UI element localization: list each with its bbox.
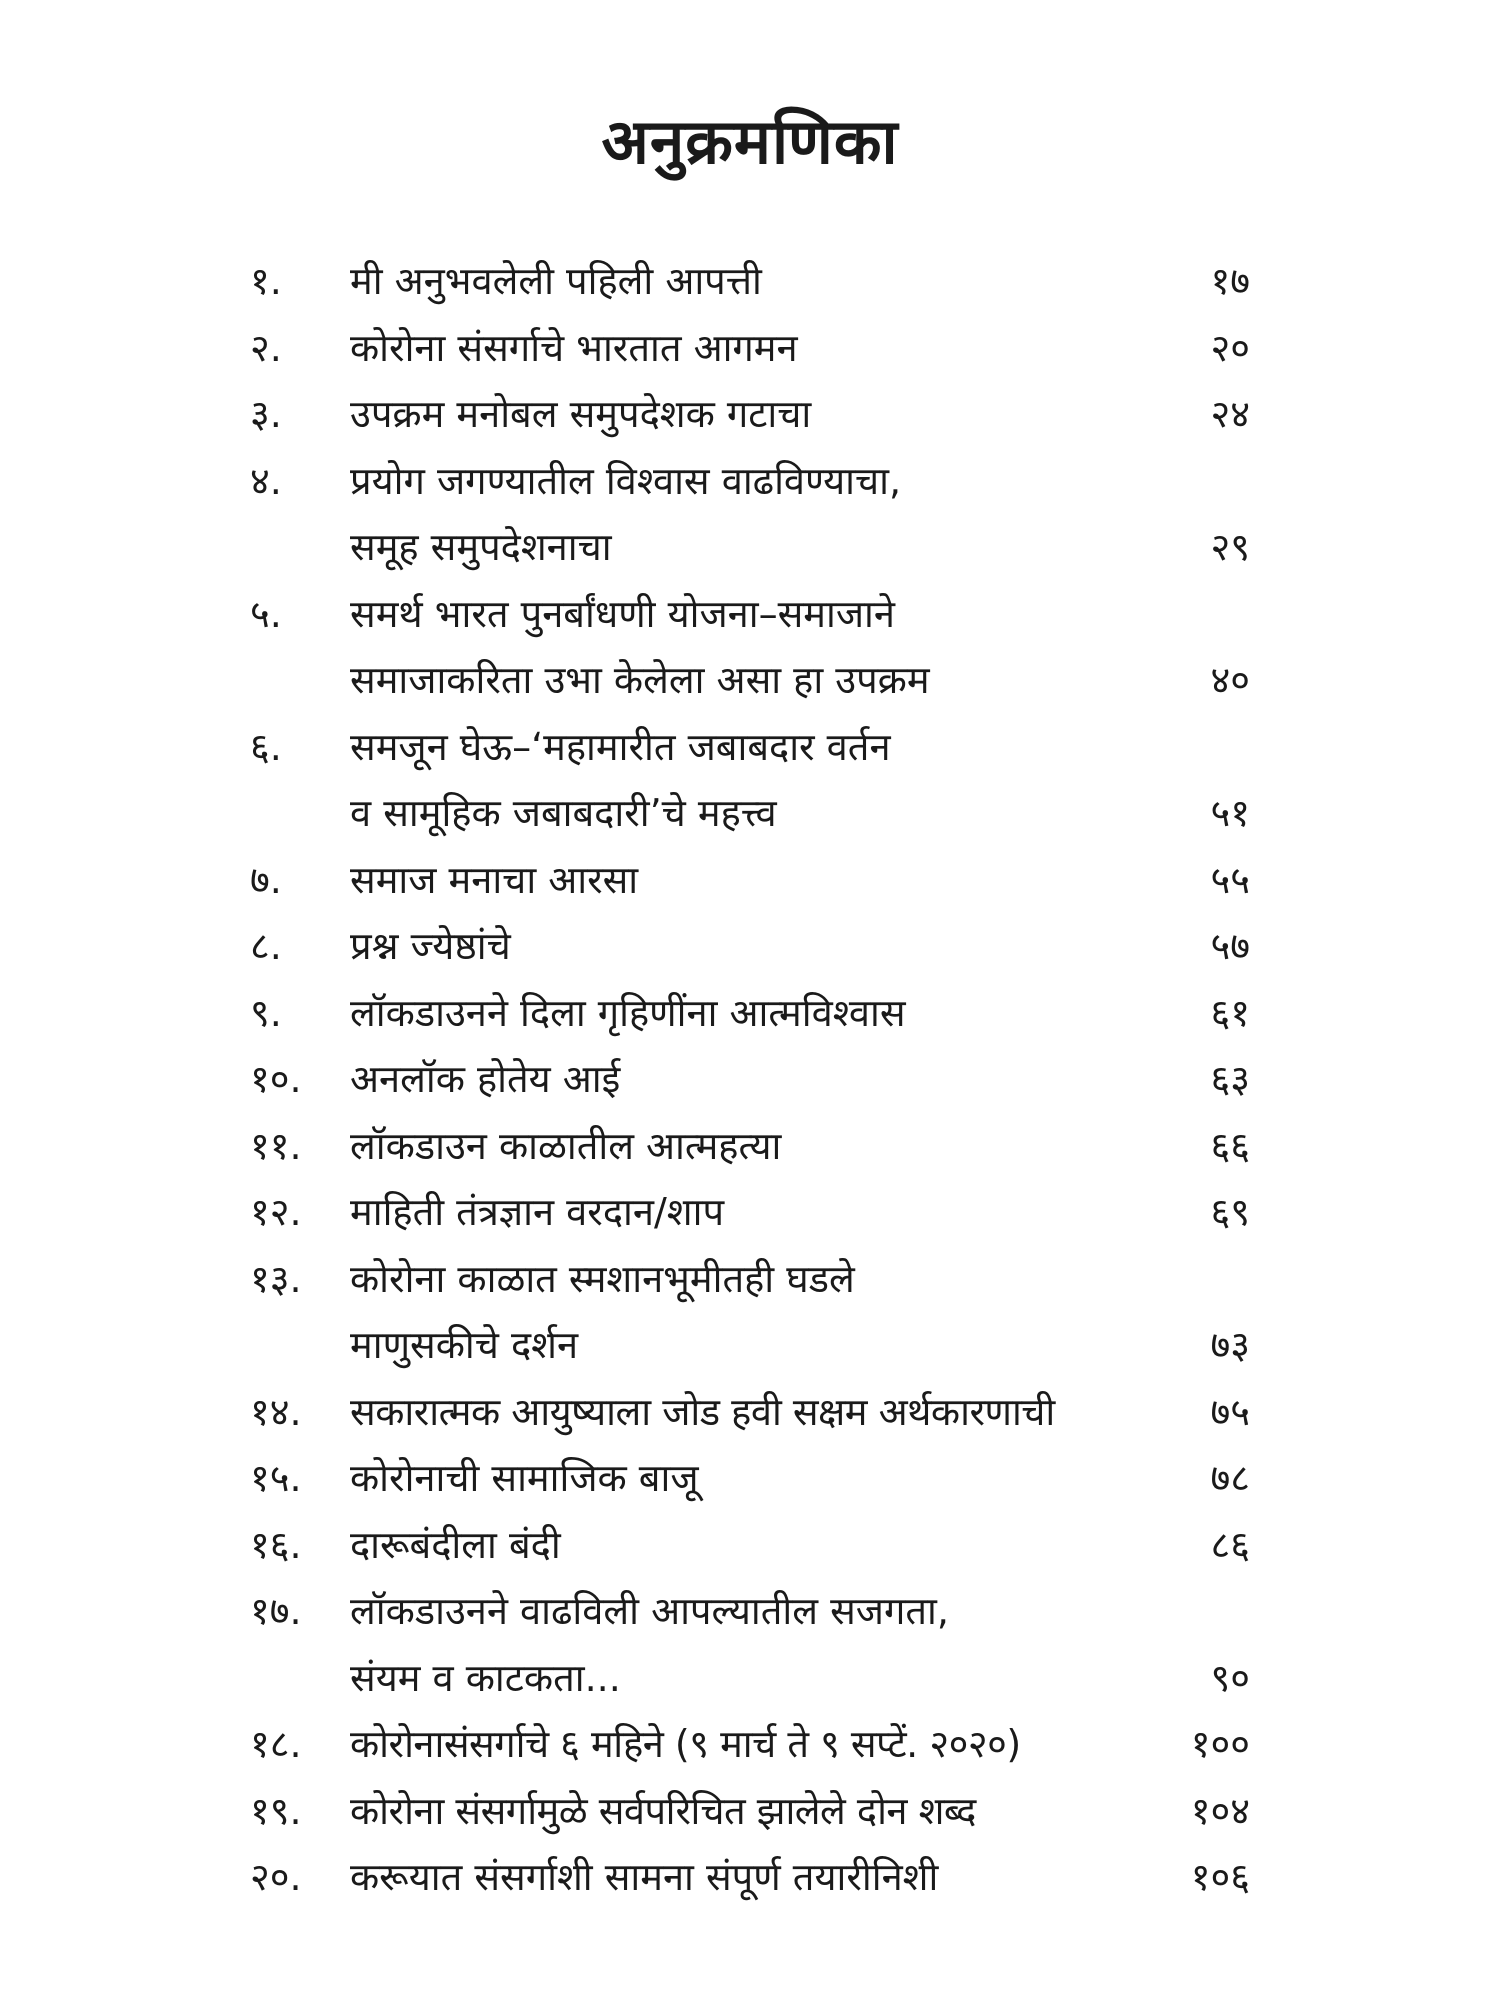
page-title: अनुक्रमणिका — [601, 105, 899, 178]
toc-entry-title: लॉकडाउन काळातील आत्महत्या — [350, 1123, 782, 1168]
toc-entry-page-number: २० — [1210, 325, 1250, 370]
toc-entry — [250, 1778, 1250, 1845]
toc-entry-title: समर्थ भारत पुनर्बांधणी योजना–समाजाने — [350, 591, 895, 636]
toc-entry-title: माहिती तंत्रज्ञान वरदान/शाप — [350, 1190, 725, 1234]
toc-entry — [250, 1312, 1250, 1379]
toc-entry-number: १५. — [250, 1456, 302, 1500]
toc-entry — [250, 1113, 1250, 1180]
toc-entry-page-number: ७३ — [1210, 1323, 1250, 1367]
toc-entry-number: १०. — [250, 1057, 302, 1101]
toc-entry-number: १२. — [250, 1190, 302, 1234]
toc-entry-title: कोरोनासंसर्गाचे ६ महिने (९ मार्च ते ९ सप्टें. २०२०) — [350, 1722, 1021, 1766]
toc-entry-title: माणुसकीचे दर्शन — [350, 1323, 579, 1367]
toc-entry — [250, 1445, 1250, 1512]
toc-entry-page-number: १०० — [1190, 1722, 1250, 1766]
toc-entry-title: लॉकडाउनने वाढविली आपल्यातील सजगता, — [350, 1589, 949, 1633]
toc-entry-title: समजून घेऊ–‘महामारीत जबाबदार वर्तन — [350, 724, 891, 769]
toc-entry-number: १४. — [250, 1389, 302, 1434]
toc-entry-page-number: ६६ — [1210, 1123, 1250, 1168]
toc-entry-number: १३. — [250, 1256, 302, 1301]
toc-entry — [250, 980, 1250, 1047]
toc-entry-page-number: ५१ — [1210, 791, 1250, 835]
toc-entry-page-number: ७५ — [1210, 1389, 1250, 1434]
toc-entry-page-number: ४० — [1210, 658, 1250, 702]
toc-entry-page-number: ७८ — [1210, 1456, 1250, 1500]
toc-entry-number: १८. — [250, 1722, 302, 1766]
toc-entry — [250, 1179, 1250, 1246]
toc-entry — [250, 1844, 1250, 1911]
toc-entry-title: अनलॉक होतेय आई — [350, 1057, 621, 1101]
toc-entry — [250, 847, 1250, 914]
toc-entry-title: दारूबंदीला बंदी — [350, 1522, 561, 1567]
toc-entry — [250, 1246, 1250, 1313]
toc-entry-title: समूह समुपदेशनाचा — [350, 525, 612, 569]
toc-entry — [250, 581, 1250, 648]
toc-entry — [250, 780, 1250, 847]
toc-entry-number: १. — [250, 259, 282, 303]
toc-entry-number: ९. — [250, 990, 282, 1035]
toc-entry-number: ४. — [250, 458, 282, 503]
toc-entry-title: कोरोना संसर्गाचे भारतात आगमन — [350, 325, 798, 370]
toc-entry-title: व सामूहिक जबाबदारी’चे महत्त्व — [350, 791, 777, 835]
toc-entry-page-number: ५५ — [1210, 857, 1250, 902]
toc-entry-number: ७. — [250, 857, 282, 902]
toc-entry — [250, 714, 1250, 781]
toc-entry-page-number: ६३ — [1210, 1057, 1250, 1101]
toc-entry-title: लॉकडाउनने दिला गृहिणींना आत्मविश्वास — [350, 990, 906, 1035]
toc-entry-page-number: ८६ — [1210, 1522, 1250, 1567]
toc-entry — [250, 448, 1250, 515]
toc-entry-page-number: २९ — [1210, 525, 1250, 569]
toc-entry-title: उपक्रम मनोबल समुपदेशक गटाचा — [350, 392, 812, 436]
toc-entry-title: प्रयोग जगण्यातील विश्वास वाढविण्याचा, — [350, 458, 902, 503]
toc-entry-page-number: १०४ — [1190, 1788, 1250, 1833]
toc-entry-number: २०. — [250, 1855, 302, 1899]
toc-entry-number: १६. — [250, 1522, 302, 1567]
toc-entry-page-number: ६९ — [1210, 1190, 1250, 1234]
table-of-contents — [250, 248, 1250, 1911]
toc-entry — [250, 514, 1250, 581]
toc-entry — [250, 1512, 1250, 1579]
toc-entry-number: १९. — [250, 1788, 302, 1833]
toc-entry-page-number: ५७ — [1210, 924, 1250, 968]
toc-entry-title: सकारात्मक आयुष्याला जोड हवी सक्षम अर्थकारणाची — [350, 1389, 1055, 1434]
toc-entry-number: १७. — [250, 1589, 302, 1633]
toc-entry — [250, 1645, 1250, 1712]
toc-entry — [250, 1046, 1250, 1113]
toc-entry-title: कोरोनाची सामाजिक बाजू — [350, 1456, 699, 1500]
toc-entry — [250, 913, 1250, 980]
toc-entry-page-number: १७ — [1210, 259, 1250, 303]
toc-entry-title: समाजाकरिता उभा केलेला असा हा उपक्रम — [350, 658, 930, 702]
toc-entry-page-number: ९० — [1210, 1655, 1250, 1700]
toc-entry-number: ११. — [250, 1123, 302, 1168]
toc-entry — [250, 1711, 1250, 1778]
toc-entry-title: कोरोना काळात स्मशानभूमीतही घडले — [350, 1256, 855, 1301]
toc-entry — [250, 248, 1250, 315]
toc-entry-page-number: २४ — [1210, 392, 1250, 436]
toc-entry-title: करूयात संसर्गाशी सामना संपूर्ण तयारीनिशी — [350, 1855, 939, 1899]
toc-entry-number: ८. — [250, 924, 282, 968]
toc-entry-number: ६. — [250, 724, 282, 769]
toc-entry-page-number: ६१ — [1210, 990, 1250, 1035]
toc-entry-title: संयम व काटकता... — [350, 1655, 621, 1700]
toc-entry — [250, 647, 1250, 714]
toc-entry-number: ५. — [250, 591, 282, 636]
toc-entry — [250, 1578, 1250, 1645]
toc-entry-title: मी अनुभवलेली पहिली आपत्ती — [350, 259, 762, 303]
toc-entry-title: प्रश्न ज्येष्ठांचे — [350, 924, 511, 968]
toc-entry-number: २. — [250, 325, 282, 370]
toc-entry-title: समाज मनाचा आरसा — [350, 857, 639, 902]
toc-entry — [250, 381, 1250, 448]
toc-entry-page-number: १०६ — [1190, 1855, 1250, 1899]
toc-entry — [250, 1379, 1250, 1446]
toc-entry — [250, 315, 1250, 382]
toc-entry-title: कोरोना संसर्गामुळे सर्वपरिचित झालेले दोन शब्द — [350, 1788, 976, 1833]
toc-entry-number: ३. — [250, 392, 282, 436]
